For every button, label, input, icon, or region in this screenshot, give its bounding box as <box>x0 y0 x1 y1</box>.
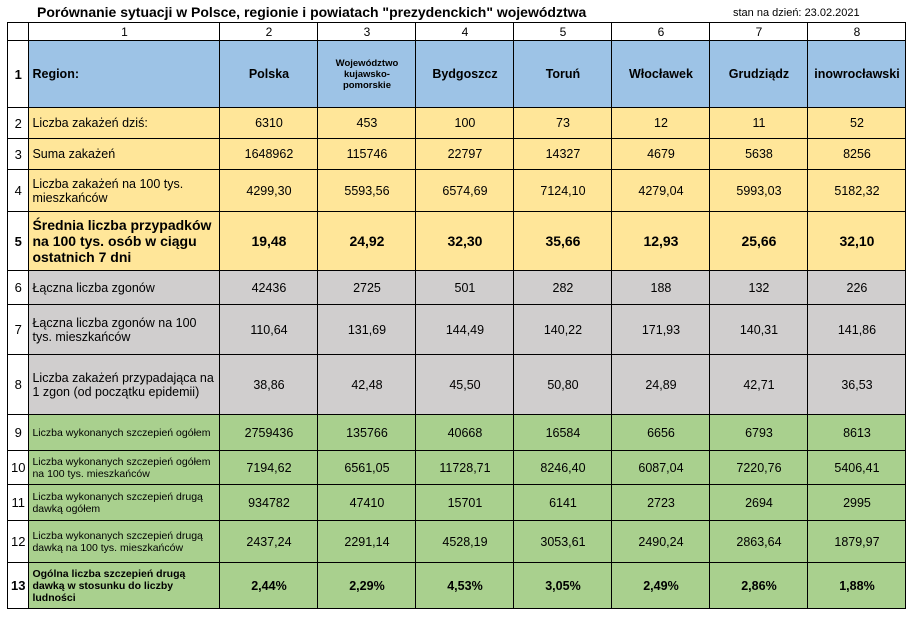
data-cell: 4679 <box>612 139 710 170</box>
data-cell: 7220,76 <box>710 451 808 485</box>
data-cell: 24,92 <box>318 212 416 271</box>
data-cell: 42436 <box>220 271 318 305</box>
data-cell: 144,49 <box>416 305 514 355</box>
data-cell: 7124,10 <box>514 170 612 212</box>
data-cell: 171,93 <box>612 305 710 355</box>
data-cell: 35,66 <box>514 212 612 271</box>
row-label: Region: <box>29 41 220 108</box>
data-cell: 135766 <box>318 415 416 451</box>
data-cell: 12,93 <box>612 212 710 271</box>
data-cell: 2759436 <box>220 415 318 451</box>
data-cell: 14327 <box>514 139 612 170</box>
data-cell: 2723 <box>612 485 710 521</box>
data-cell: 140,22 <box>514 305 612 355</box>
data-cell: 6310 <box>220 108 318 139</box>
data-cell: 2490,24 <box>612 521 710 563</box>
data-cell: 6561,05 <box>318 451 416 485</box>
data-cell: 2694 <box>710 485 808 521</box>
data-cell: 47410 <box>318 485 416 521</box>
data-cell: 501 <box>416 271 514 305</box>
row-label: Liczba wykonanych szczepień ogółem <box>29 415 220 451</box>
data-cell: 11 <box>710 108 808 139</box>
row-label: Liczba zakażeń przypadająca na 1 zgon (od początku epidemii) <box>29 355 220 415</box>
data-cell: 3,05% <box>514 563 612 609</box>
data-cell: 73 <box>514 108 612 139</box>
data-cell: 8256 <box>808 139 906 170</box>
data-cell: 32,30 <box>416 212 514 271</box>
data-cell: 1648962 <box>220 139 318 170</box>
region-header-cell: Włocławek <box>612 41 710 108</box>
data-cell: 19,48 <box>220 212 318 271</box>
column-number: 2 <box>220 23 318 41</box>
data-cell: 24,89 <box>612 355 710 415</box>
column-number: 1 <box>29 23 220 41</box>
data-cell: 50,80 <box>514 355 612 415</box>
data-cell: 2,86% <box>710 563 808 609</box>
corner-cell <box>8 23 29 41</box>
row-number: 2 <box>8 108 29 139</box>
date-label: stan na dzień: <box>733 7 802 19</box>
table-row <box>8 305 906 355</box>
row-label: Średnia liczba przypadków na 100 tys. osób w ciągu ostatnich 7 dni <box>29 212 220 271</box>
row-label: Łączna liczba zgonów <box>29 271 220 305</box>
data-cell: 22797 <box>416 139 514 170</box>
row-label: Łączna liczba zgonów na 100 tys. mieszkańców <box>29 305 220 355</box>
data-cell: 25,66 <box>710 212 808 271</box>
data-cell: 140,31 <box>710 305 808 355</box>
data-cell: 1,88% <box>808 563 906 609</box>
data-cell: 100 <box>416 108 514 139</box>
column-number: 6 <box>612 23 710 41</box>
table-row <box>8 271 906 305</box>
data-cell: 5638 <box>710 139 808 170</box>
data-cell: 32,10 <box>808 212 906 271</box>
data-cell: 45,50 <box>416 355 514 415</box>
report-date <box>733 7 860 19</box>
report-title: Porównanie sytuacji w Polsce, regionie i powiatach "prezydenckich" województwa <box>37 4 587 20</box>
data-cell: 2995 <box>808 485 906 521</box>
data-cell: 5182,32 <box>808 170 906 212</box>
data-cell: 4279,04 <box>612 170 710 212</box>
row-label: Ogólna liczba szczepień drugą dawką w stosunku do liczby ludności <box>29 563 220 609</box>
comparison-table <box>7 22 906 609</box>
row-number: 12 <box>8 521 29 563</box>
date-value: 23.02.2021 <box>804 7 860 19</box>
column-number: 7 <box>710 23 808 41</box>
row-number: 1 <box>8 41 29 108</box>
data-cell: 453 <box>318 108 416 139</box>
region-header-cell: Grudziądz <box>710 41 808 108</box>
data-cell: 2,49% <box>612 563 710 609</box>
data-cell: 226 <box>808 271 906 305</box>
table-row <box>8 41 906 108</box>
data-cell: 7194,62 <box>220 451 318 485</box>
data-cell: 38,86 <box>220 355 318 415</box>
data-cell: 6574,69 <box>416 170 514 212</box>
data-cell: 6656 <box>612 415 710 451</box>
row-label: Liczba zakażeń dziś: <box>29 108 220 139</box>
table-row <box>8 451 906 485</box>
data-cell: 42,48 <box>318 355 416 415</box>
data-cell: 36,53 <box>808 355 906 415</box>
data-cell: 2725 <box>318 271 416 305</box>
region-header-cell: Toruń <box>514 41 612 108</box>
data-cell: 52 <box>808 108 906 139</box>
row-label: Liczba wykonanych szczepień drugą dawką na 100 tys. mieszkańców <box>29 521 220 563</box>
row-number: 11 <box>8 485 29 521</box>
table-row <box>8 563 906 609</box>
table-row <box>8 415 906 451</box>
data-cell: 5993,03 <box>710 170 808 212</box>
column-number-row <box>8 23 906 41</box>
data-cell: 141,86 <box>808 305 906 355</box>
region-header-cell: Bydgoszcz <box>416 41 514 108</box>
data-cell: 6793 <box>710 415 808 451</box>
data-cell: 6141 <box>514 485 612 521</box>
table-row <box>8 212 906 271</box>
data-cell: 15701 <box>416 485 514 521</box>
row-label: Liczba wykonanych szczepień ogółem na 100 tys. mieszkańców <box>29 451 220 485</box>
data-cell: 11728,71 <box>416 451 514 485</box>
row-number: 4 <box>8 170 29 212</box>
row-number: 10 <box>8 451 29 485</box>
data-cell: 6087,04 <box>612 451 710 485</box>
data-cell: 282 <box>514 271 612 305</box>
data-cell: 2291,14 <box>318 521 416 563</box>
data-cell: 42,71 <box>710 355 808 415</box>
data-cell: 2863,64 <box>710 521 808 563</box>
row-label: Liczba zakażeń na 100 tys. mieszkańców <box>29 170 220 212</box>
row-label: Suma zakażeń <box>29 139 220 170</box>
data-cell: 934782 <box>220 485 318 521</box>
data-cell: 188 <box>612 271 710 305</box>
data-cell: 132 <box>710 271 808 305</box>
row-number: 6 <box>8 271 29 305</box>
region-header-cell: Województwo kujawsko-pomorskie <box>318 41 416 108</box>
column-number: 5 <box>514 23 612 41</box>
row-number: 3 <box>8 139 29 170</box>
data-cell: 2,29% <box>318 563 416 609</box>
data-cell: 8613 <box>808 415 906 451</box>
row-number: 7 <box>8 305 29 355</box>
data-cell: 40668 <box>416 415 514 451</box>
data-cell: 2,44% <box>220 563 318 609</box>
column-number: 8 <box>808 23 906 41</box>
table-row <box>8 521 906 563</box>
data-cell: 16584 <box>514 415 612 451</box>
row-label: Liczba wykonanych szczepień drugą dawką ogółem <box>29 485 220 521</box>
column-number: 4 <box>416 23 514 41</box>
data-cell: 4,53% <box>416 563 514 609</box>
data-cell: 131,69 <box>318 305 416 355</box>
data-cell: 110,64 <box>220 305 318 355</box>
data-cell: 8246,40 <box>514 451 612 485</box>
data-cell: 5593,56 <box>318 170 416 212</box>
column-number: 3 <box>318 23 416 41</box>
table-row <box>8 355 906 415</box>
table-row <box>8 139 906 170</box>
table-row <box>8 485 906 521</box>
table-row <box>8 170 906 212</box>
row-number: 13 <box>8 563 29 609</box>
data-cell: 1879,97 <box>808 521 906 563</box>
row-number: 9 <box>8 415 29 451</box>
data-cell: 4299,30 <box>220 170 318 212</box>
row-number: 5 <box>8 212 29 271</box>
table-row <box>8 108 906 139</box>
report-header <box>0 0 915 22</box>
region-header-cell: inowrocławski <box>808 41 906 108</box>
data-cell: 4528,19 <box>416 521 514 563</box>
data-cell: 12 <box>612 108 710 139</box>
data-cell: 3053,61 <box>514 521 612 563</box>
region-header-cell: Polska <box>220 41 318 108</box>
row-number: 8 <box>8 355 29 415</box>
data-cell: 5406,41 <box>808 451 906 485</box>
data-cell: 2437,24 <box>220 521 318 563</box>
data-cell: 115746 <box>318 139 416 170</box>
